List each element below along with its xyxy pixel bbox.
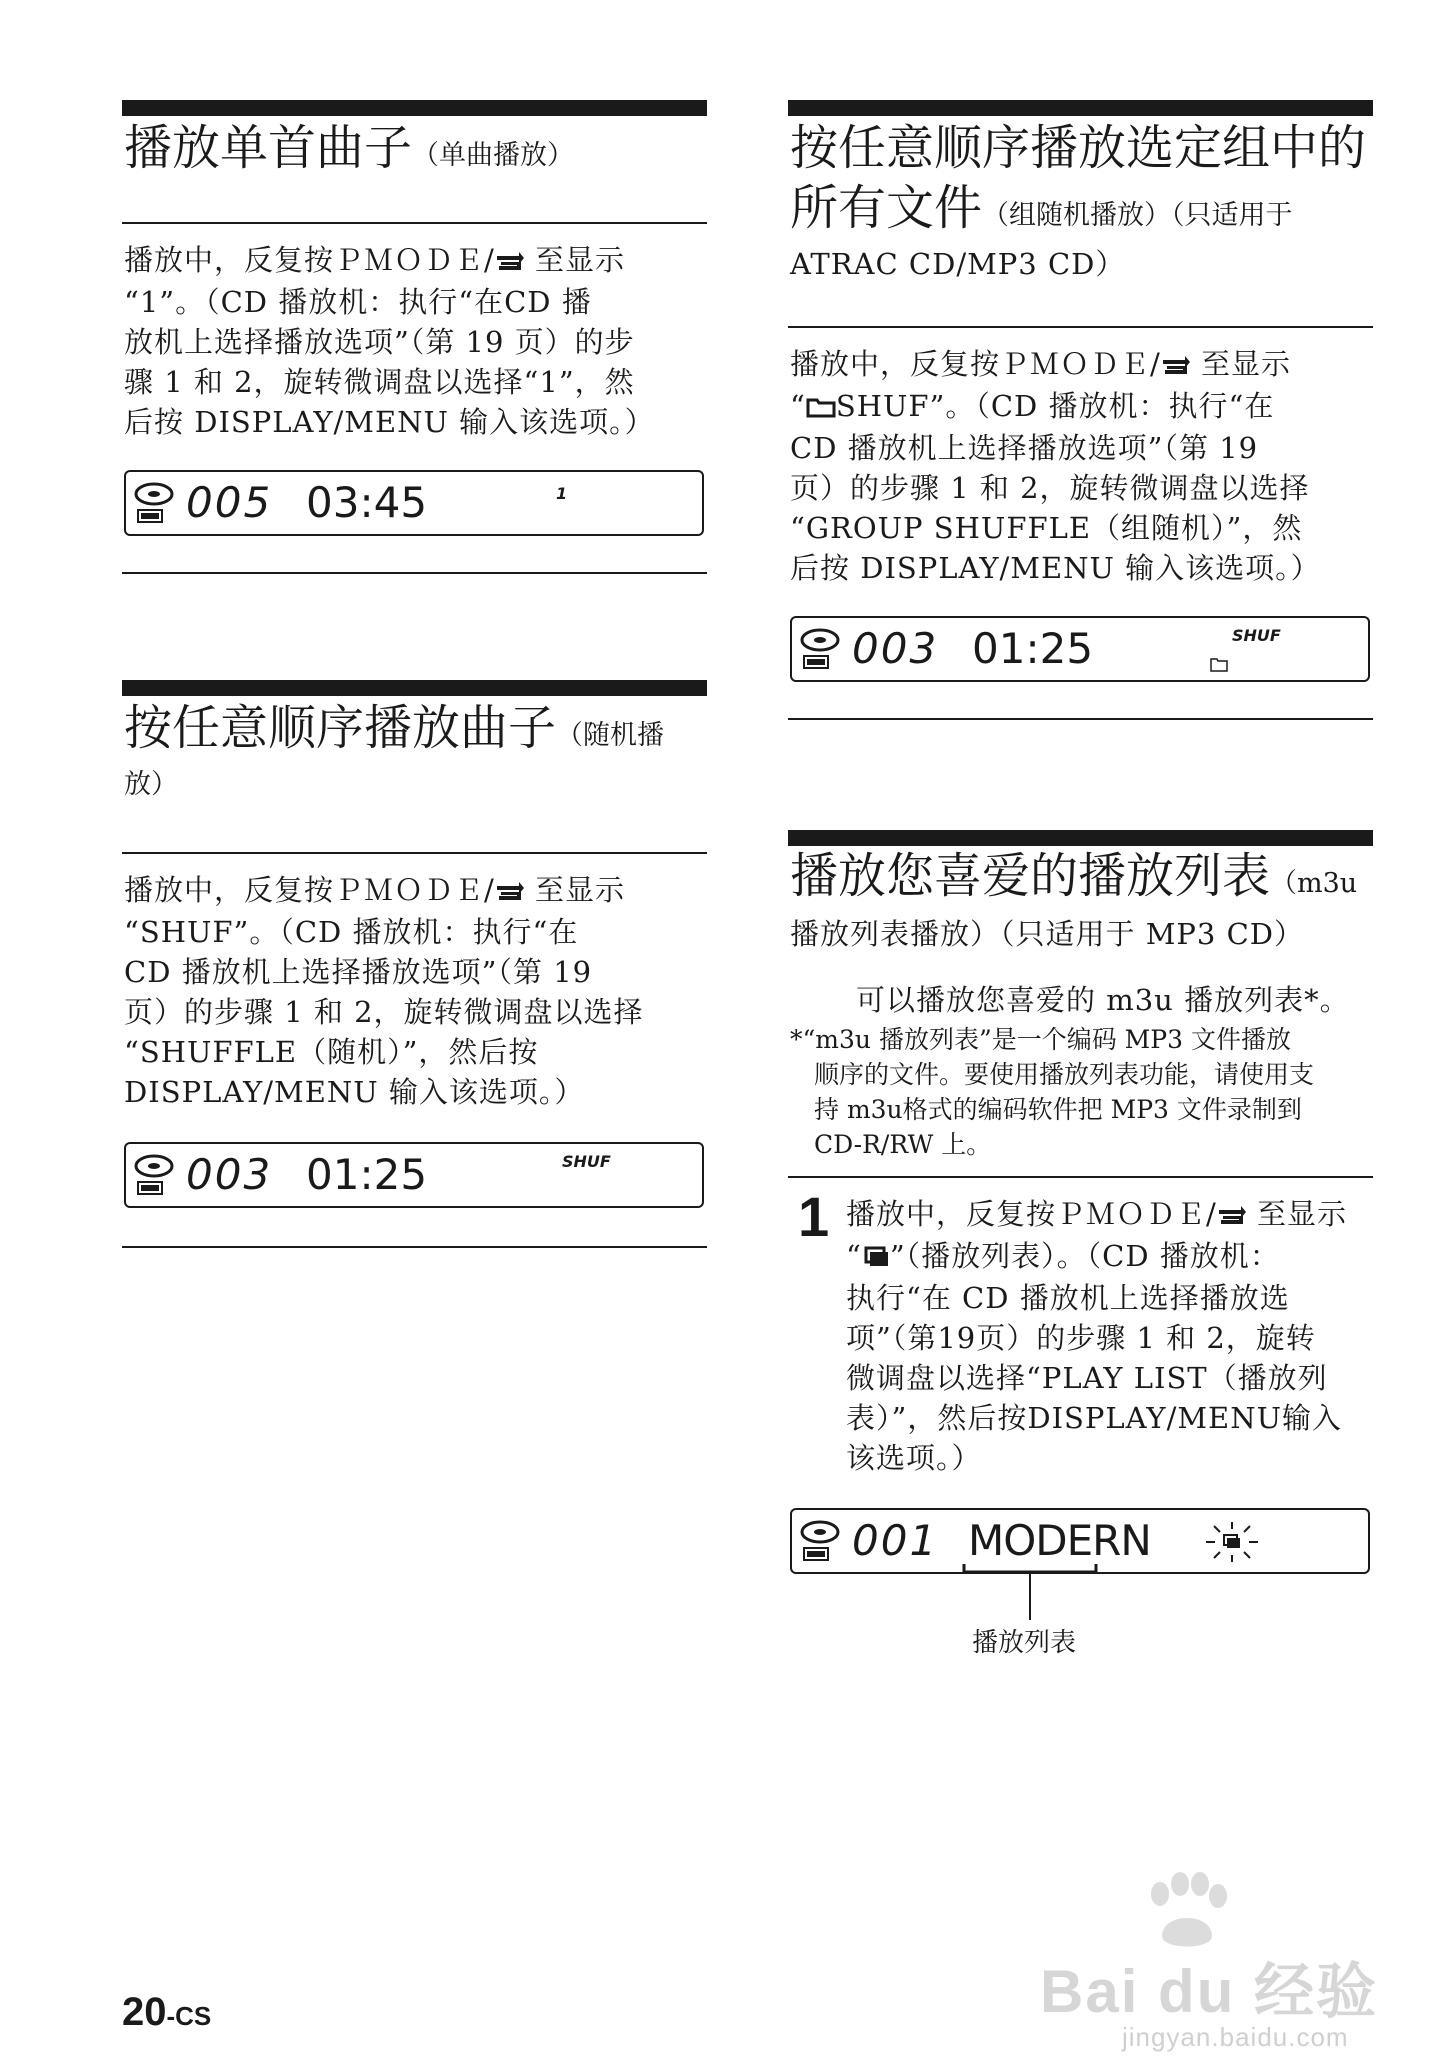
text-line: 至显示: [1257, 1197, 1348, 1231]
lcd-folder-icon: [1210, 656, 1228, 672]
text-line: CD-R/RW 上。: [814, 1130, 992, 1159]
pmode-repeat-icon: [1217, 1196, 1247, 1236]
lcd-mode-indicator: SHUF: [562, 1152, 611, 1171]
heading-shuffle-sub: （随机播: [556, 720, 665, 751]
text-line: 页）的步骤 1 和 2，旋转微调盘以选择: [124, 995, 644, 1029]
divider: [122, 572, 707, 574]
heading-group-line3: ATRAC CD/MP3 CD）: [790, 247, 1126, 281]
text-line: CD 播放机上选择播放选项”（第 19: [124, 955, 593, 989]
text-line: DISPLAY/MENU 输入该选项。）: [124, 1075, 585, 1109]
divider: [122, 1246, 707, 1248]
step-number: 1: [798, 1185, 830, 1248]
text-line: ”（播放列表）。（CD 播放机：: [889, 1239, 1280, 1273]
text-line: 播放中，反复按ＰＭＯＤＥ/: [124, 243, 495, 277]
lcd-track-number: 003: [186, 1150, 273, 1199]
lcd-track-number: 005: [186, 478, 273, 527]
paragraph-single: [124, 240, 709, 442]
playlist-icon: [862, 1238, 890, 1278]
page-number-value: 20: [122, 1990, 167, 2034]
heading-shuffle: [124, 698, 709, 801]
text-line: “SHUFFLE（随机）”，然后按: [124, 1035, 539, 1069]
divider: [122, 222, 707, 224]
pmode-repeat-icon: [495, 242, 525, 282]
paw-icon: [1140, 1872, 1230, 1952]
section-bar-playlist: [788, 830, 1373, 846]
divider: [788, 1176, 1373, 1178]
heading-shuffle-main: 按任意顺序播放曲子: [124, 700, 557, 756]
text-line: 页）的步骤 1 和 2，旋转微调盘以选择: [790, 471, 1310, 505]
text-line: SHUF”。（CD 播放机：执行“在: [835, 389, 1275, 423]
heading-playlist-line2: 播放列表播放）（只适用于 MP3 CD）: [790, 917, 1305, 951]
text-line: 表）”，然后按DISPLAY/MENU输入: [846, 1401, 1343, 1435]
text-line: 后按 DISPLAY/MENU 输入该选项。）: [790, 551, 1321, 585]
divider: [788, 718, 1373, 720]
lcd-playlist-name: MODERN: [968, 1516, 1151, 1565]
heading-group-sub: （组随机播放）（只适用于: [982, 200, 1293, 231]
disc-battery-icon: [134, 1152, 176, 1198]
heading-shuffle-line2: 放）: [124, 769, 178, 800]
lcd-mode-indicator: 1: [556, 484, 568, 503]
text-line: 播放中，反复按ＰＭＯＤＥ/: [790, 347, 1161, 381]
text-line: 执行“在 CD 播放机上选择播放选: [846, 1281, 1290, 1315]
page-number: [122, 1990, 211, 2035]
text-line: “SHUF”。（CD 播放机：执行“在: [124, 915, 579, 949]
text-line: 放机上选择播放选项”（第 19 页）的步: [124, 325, 635, 359]
divider: [788, 326, 1373, 328]
heading-playlist-sub: （m3u: [1270, 868, 1358, 899]
text-line: 项”（第19页）的步骤 1 和 2，旋转: [846, 1321, 1316, 1355]
heading-single: [124, 118, 574, 178]
lcd-mode-indicator: SHUF: [1232, 626, 1281, 645]
text-line: 至显示: [535, 243, 626, 277]
heading-group-main-1: 按任意顺序播放选定组中的: [790, 120, 1367, 176]
folder-icon: [806, 388, 836, 428]
text-line: 后按 DISPLAY/MENU 输入该选项。）: [124, 405, 655, 439]
heading-playlist: [790, 846, 1375, 954]
text-line: 播放中，反复按ＰＭＯＤＥ/: [124, 873, 495, 907]
heading-playlist-main: 播放您喜爱的播放列表: [790, 848, 1271, 904]
lcd-time: 03:45: [306, 478, 428, 527]
heading-group-shuffle: [790, 118, 1375, 284]
text-line: 播放中，反复按ＰＭＯＤＥ/: [846, 1197, 1217, 1231]
text-line: 至显示: [1201, 347, 1292, 381]
watermark-url: jingyan.baidu.com: [1122, 2022, 1349, 2052]
text-line: 微调盘以选择“PLAY LIST（播放列: [846, 1361, 1328, 1395]
step-1-text: 播放中，反复按ＰＭＯＤＥ/ 至显示 “ ”（播放列表）。（CD 播放机： 执行“在 CD 播放机上选择播放选 项”（第19页）的步骤 1 和 2，旋转 微调盘以选择“PLAY LIST（播放列 表）”，然后按DISPLAY/MENU输入 该选项。）: [846, 1194, 1376, 1478]
playlist-intro: 可以播放您喜爱的 m3u 播放列表*。: [856, 983, 1350, 1017]
divider: [122, 852, 707, 854]
paragraph-group-shuffle: 播放中，反复按ＰＭＯＤＥ/ 至显示 “ SHUF”。（CD 播放机：执行“在 CD 播放机上选择播放选项”（第 19 页）的步骤 1 和 2，旋转微调盘以选择 “GROUP SHUFFLE（组随机）”，然 后按 DISPLAY/MENU 输入该选项。）: [790, 344, 1375, 588]
disc-battery-icon: [800, 1518, 842, 1564]
section-bar-single: [122, 100, 707, 116]
section-bar-shuffle: [122, 680, 707, 696]
heading-single-main: 播放单首曲子: [124, 120, 413, 176]
section-bar-group-shuffle: [788, 100, 1373, 116]
pmode-repeat-icon: [1161, 346, 1191, 386]
playlist-footnote: [790, 1022, 1375, 1162]
lcd-time: 01:25: [972, 624, 1094, 673]
text-line: “1”。（CD 播放机：执行“在CD 播: [124, 285, 592, 319]
lcd-display-shuffle: [124, 1142, 704, 1208]
page-number-suffix: -CS: [166, 2001, 212, 2031]
lcd-display-single: [124, 470, 704, 536]
text-line: CD 播放机上选择播放选项”（第 19: [790, 431, 1259, 465]
watermark-brand: Bai du 经验: [1040, 1958, 1379, 2025]
lcd-time: 01:25: [306, 1150, 428, 1199]
disc-battery-icon: [134, 480, 176, 526]
text-line: 骤 1 和 2，旋转微调盘以选择“1”，然: [124, 365, 635, 399]
text-line: *“m3u 播放列表”是一个编码 MP3 文件播放: [790, 1025, 1291, 1054]
text-line: 该选项。）: [846, 1441, 982, 1475]
text-line: 至显示: [535, 873, 626, 907]
disc-battery-icon: [800, 626, 842, 672]
text-line: 顺序的文件。要使用播放列表功能，请使用支: [814, 1060, 1315, 1089]
lcd-display-group-shuffle: [790, 616, 1370, 682]
callout-bracket: [960, 1562, 1100, 1622]
paragraph-shuffle: [124, 870, 709, 1112]
text-line: “GROUP SHUFFLE（组随机）”，然: [790, 511, 1303, 545]
lcd-track-number: 003: [852, 624, 939, 673]
pmode-repeat-icon: [495, 872, 525, 912]
callout-label: 播放列表: [972, 1628, 1077, 1658]
text-line: 持 m3u格式的编码软件把 MP3 文件录制到: [814, 1095, 1302, 1124]
blinking-playlist-icon: [1204, 1520, 1260, 1564]
heading-group-main-2: 所有文件: [790, 180, 983, 236]
lcd-track-number: 001: [852, 1516, 939, 1565]
heading-single-sub: （单曲播放）: [412, 140, 575, 171]
